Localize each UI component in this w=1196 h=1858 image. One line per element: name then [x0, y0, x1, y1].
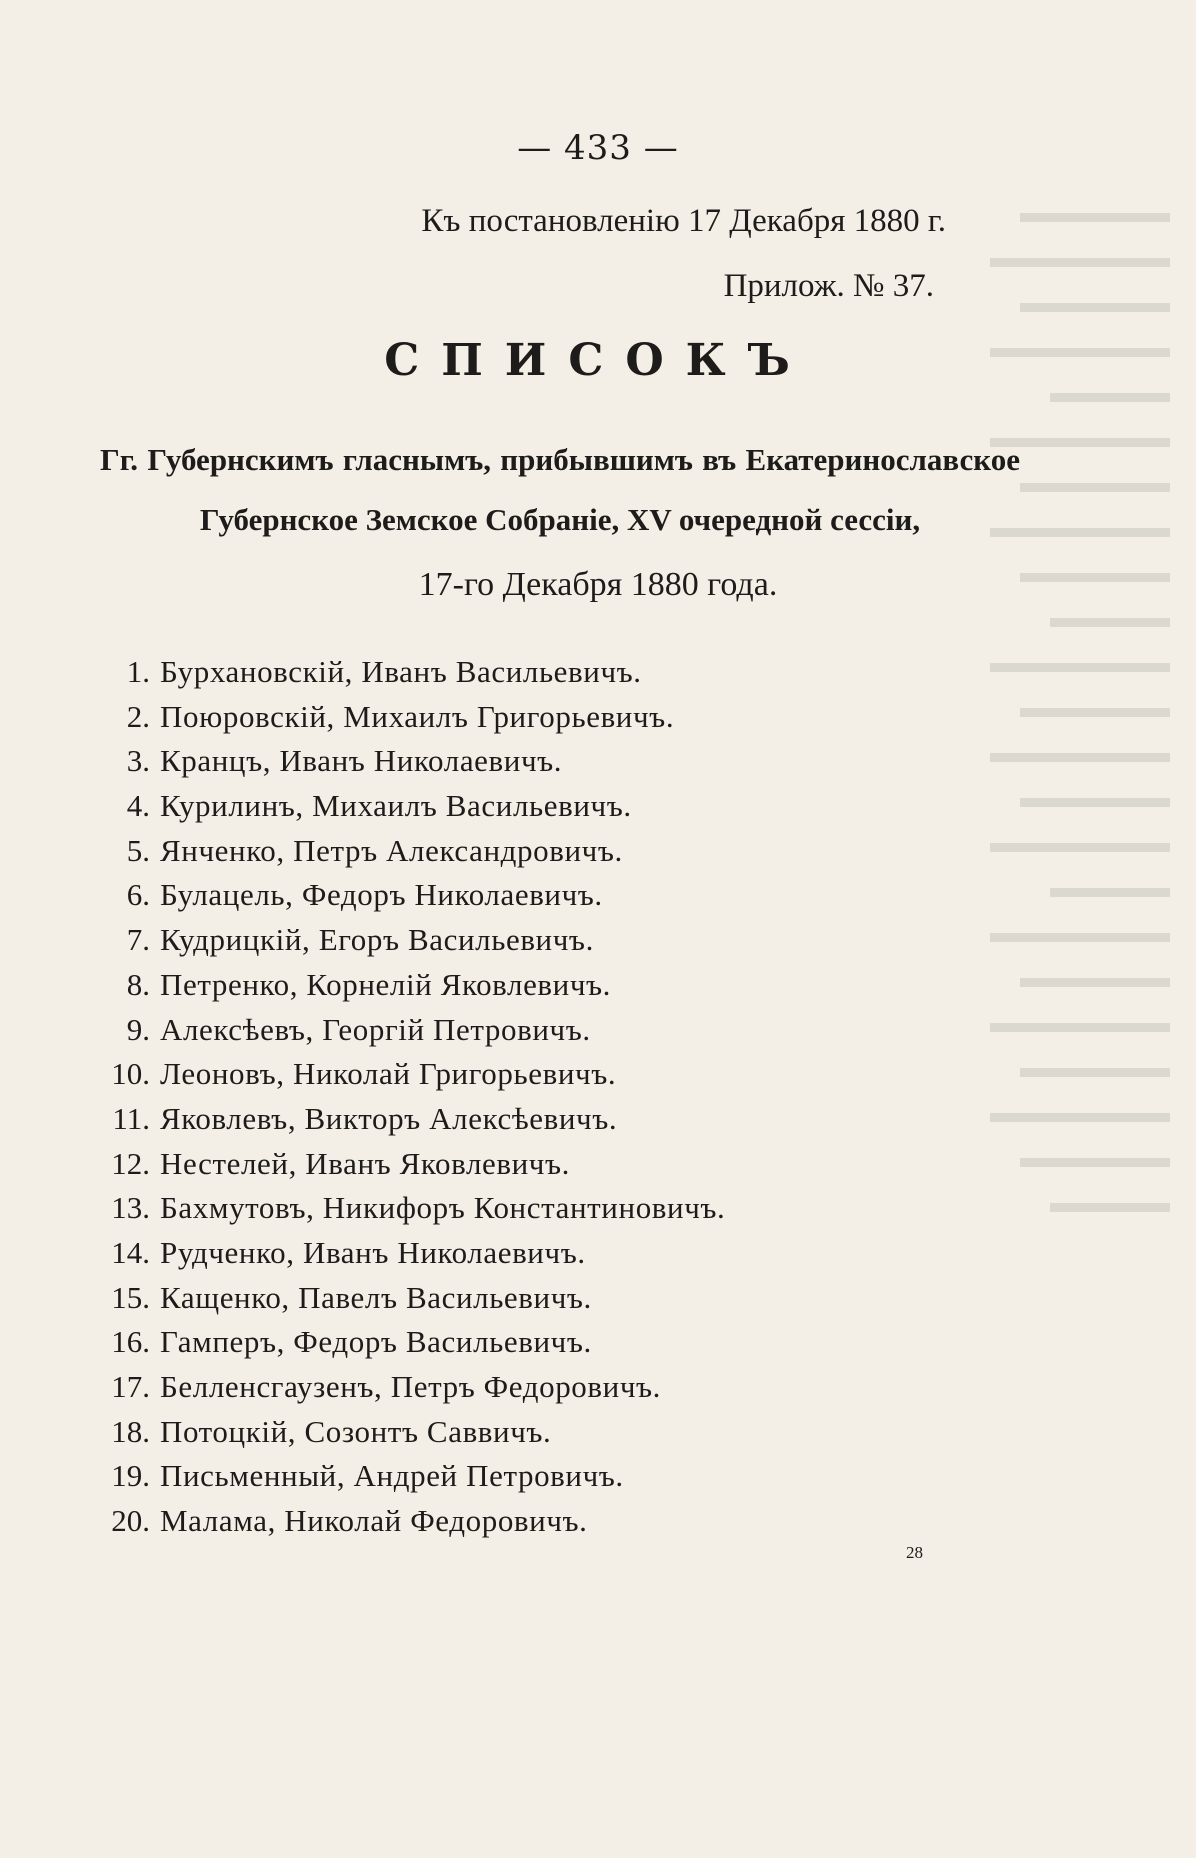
- list-item-name: Поюровскій, Михаилъ Григорьевичъ.: [160, 698, 675, 734]
- list-item-number: 7.: [126, 922, 150, 958]
- list-item: [70, 650, 970, 695]
- list-item-number: 6.: [126, 877, 150, 913]
- list-item: [70, 695, 970, 740]
- list-item-number: 1.: [126, 654, 150, 689]
- list-item: [70, 1320, 970, 1365]
- list-item-number: 2.: [126, 698, 150, 734]
- bleed-through-decoration: ▬▬▬▬▬ ▬▬▬▬▬▬ ▬▬▬▬▬ ▬▬▬▬▬▬ ▬▬▬▬ ▬▬▬▬▬▬ ▬▬▬▬▬ ▬▬▬▬▬▬ ▬▬▬▬▬ ▬▬▬▬ ▬▬▬▬▬▬ ▬▬▬▬▬ ▬▬▬▬▬▬ ▬▬▬▬▬ ▬▬▬▬▬▬ ▬▬▬▬ ▬▬▬▬▬▬ ▬▬▬▬▬ ▬▬▬▬▬▬ ▬▬▬▬▬ ▬▬▬▬▬▬ ▬▬▬▬▬ ▬▬▬▬: [990, 196, 1170, 1219]
- list-item: [70, 1231, 970, 1276]
- list-item-number: 11.: [112, 1100, 150, 1136]
- list-item-name: Янченко, Петръ Александровичъ.: [160, 832, 623, 868]
- list-item-number: 16.: [111, 1324, 150, 1360]
- list-item: [70, 1097, 970, 1142]
- list-item: [70, 1499, 970, 1544]
- list-item: [70, 873, 970, 918]
- list-item-name: Алексѣевъ, Георгій Петровичъ.: [160, 1011, 591, 1047]
- list-item-number: 3.: [126, 743, 150, 779]
- appendix-label: Прилож. № 37.: [723, 268, 934, 304]
- list-item-number: 4.: [126, 788, 150, 824]
- list-item-name: Потоцкій, Созонтъ Саввичъ.: [160, 1413, 552, 1449]
- page-number: — 433 —: [517, 128, 679, 168]
- list-item: [70, 1142, 970, 1187]
- list-item-name: Белленсгаузенъ, Петръ Федоровичъ.: [160, 1369, 661, 1404]
- list-item-name: Кудрицкій, Егоръ Васильевичъ.: [160, 922, 594, 958]
- list-item-number: 8.: [126, 966, 150, 1002]
- list-item-number: 5.: [126, 832, 150, 868]
- list-item-number: 18.: [111, 1413, 150, 1449]
- list-item-number: 15.: [111, 1279, 150, 1315]
- members-list: [70, 650, 970, 1544]
- printer-signature-mark: 28: [906, 1543, 923, 1562]
- list-item-number: 9.: [126, 1011, 150, 1047]
- list-item: [70, 1410, 970, 1455]
- list-item-name: Рудченко, Иванъ Николаевичъ.: [160, 1234, 586, 1270]
- list-item-name: Бахмутовъ, Никифоръ Константиновичъ.: [160, 1190, 726, 1226]
- list-item-name: Яковлевъ, Викторъ Алексѣевичъ.: [160, 1100, 618, 1136]
- list-item-name: Гамперъ, Федоръ Васильевичъ.: [160, 1324, 592, 1360]
- list-item-number: 10.: [111, 1056, 150, 1092]
- list-item: [70, 918, 970, 963]
- list-item-number: 19.: [111, 1458, 150, 1494]
- list-item-name: Леоновъ, Николай Григорьевичъ.: [160, 1056, 617, 1092]
- list-item-name: Кащенко, Павелъ Васильевичъ.: [160, 1279, 592, 1315]
- list-item-number: 20.: [111, 1503, 150, 1539]
- list-item: [70, 963, 970, 1008]
- list-item-name: Нестелей, Иванъ Яковлевичъ.: [160, 1145, 570, 1181]
- list-item: [70, 784, 970, 829]
- document-heading: Гг. Губернскимъ гласнымъ, прибывшимъ въ Екатеринославское Губернское Земское Собраніе, XV очередной сессіи,: [100, 442, 1020, 537]
- list-item-name: Бурхановскій, Иванъ Васильевичъ.: [160, 654, 642, 689]
- list-item-name: Кранцъ, Иванъ Николаевичъ.: [160, 743, 563, 779]
- list-item-number: 12.: [111, 1145, 150, 1181]
- list-item: [70, 739, 970, 784]
- list-item-number: 14.: [111, 1234, 150, 1270]
- list-item: [70, 1052, 970, 1097]
- list-item: [70, 1186, 970, 1231]
- list-item-name: Курилинъ, Михаилъ Васильевичъ.: [160, 788, 632, 824]
- document-date: 17-го Декабря 1880 года.: [418, 566, 778, 603]
- list-item-name: Петренко, Корнелій Яковлевичъ.: [160, 966, 612, 1002]
- list-item-number: 17.: [111, 1369, 150, 1404]
- list-item: [70, 1008, 970, 1053]
- list-item-number: 13.: [111, 1190, 150, 1226]
- list-item: [70, 1365, 970, 1410]
- list-item-name: Письменный, Андрей Петровичъ.: [160, 1458, 624, 1494]
- list-item: [70, 1276, 970, 1321]
- list-item: [70, 1454, 970, 1499]
- list-item-name: Булацель, Федоръ Николаевичъ.: [160, 877, 603, 913]
- document-title: СПИСОКЪ: [384, 335, 812, 386]
- list-item-name: Малама, Николай Федоровичъ.: [160, 1503, 588, 1539]
- resolution-reference: Къ постановленію 17 Декабря 1880 г.: [421, 203, 946, 239]
- list-item: [70, 829, 970, 874]
